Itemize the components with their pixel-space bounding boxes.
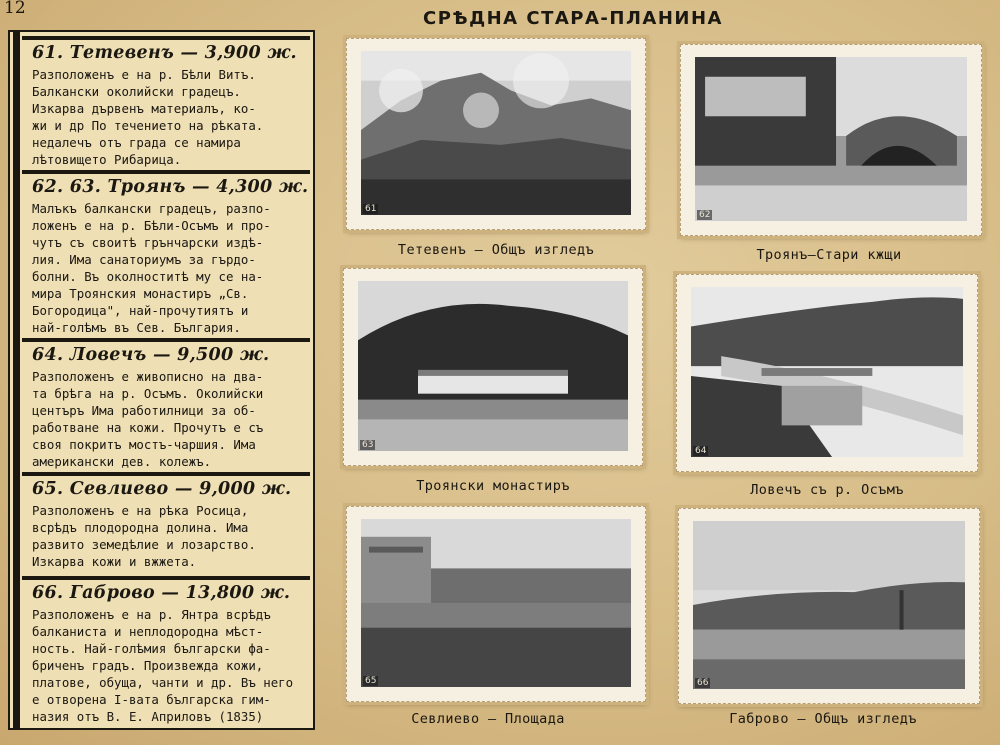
city-entry-sevlievo — [22, 472, 310, 576]
photo-caption: Габрово — Общъ изгледъ — [729, 711, 917, 727]
city-title: 65. Севлиево — 9,000 ж. — [32, 479, 292, 499]
photo-teteven-view — [361, 51, 631, 215]
photo-number: 63 — [362, 440, 374, 450]
photo-caption: Троянски монастиръ — [416, 478, 570, 494]
photo-lovech-river — [691, 287, 963, 457]
photo-card-63 — [343, 268, 643, 466]
photo-card-65 — [346, 506, 646, 702]
photo-caption: Тетевенъ — Общъ изгледъ — [397, 242, 595, 258]
photo-number: 65 — [365, 676, 377, 686]
photo-troyan-monastery — [358, 281, 628, 451]
photo-troyan-old-houses — [695, 57, 967, 221]
photo-caption: Ловечъ съ р. Осъмъ — [750, 482, 904, 498]
city-entry-troyan — [22, 170, 310, 338]
photo-caption: Троянъ—Стари кжщи — [756, 247, 902, 263]
photo-sevlievo-square — [361, 519, 631, 687]
city-description: Малъкъ балкански градецъ, разпо- ложенъ е на р. Бѣли-Осъмъ и про- чутъ съ своитѣ грънчарски издѣ- лия. Има санаториумъ за гърдо- болни. Въ околноститѣ му се на- мира Троянския монастиръ „Св. Богородица", най-прочутиятъ и най-голѣмъ въ Сев. България. — [32, 201, 271, 335]
panel-spine-bar — [13, 32, 20, 728]
photo-number: 66 — [697, 678, 709, 688]
city-title: 61. Тетевенъ — 3,900 ж. — [32, 43, 297, 63]
page-number: 12 — [4, 0, 26, 18]
city-description: Разположенъ е на р. Бѣли Витъ. Балкански околийски градецъ. Изкарва дървенъ материалъ, ко- жи и др По течението на рѣката. недалечъ отъ града се намира лѣтовището Рибарица. — [32, 67, 264, 167]
photo-card-62 — [680, 44, 982, 236]
city-title: 64. Ловечъ — 9,500 ж. — [32, 345, 270, 365]
city-description: Разположенъ е живописно на два- та брѣга на р. Осъмъ. Околийски центъръ Има работилници за об- работване на кожи. Прочутъ е съ своя покритъ мостъ-чаршия. Има американски дев. колежъ. — [32, 369, 264, 469]
photo-card-66 — [678, 508, 980, 704]
city-entry-lovech — [22, 338, 310, 472]
city-entry-teteven — [22, 36, 310, 170]
photo-caption: Севлиево — Площада — [411, 711, 565, 727]
photo-number: 61 — [365, 204, 377, 214]
photo-number: 62 — [699, 210, 711, 220]
photo-number: 64 — [695, 446, 707, 456]
city-description: Разположенъ е на р. Янтра всрѣдъ балканиста и неплодородна мѣст- ность. Най-голѣмия български фа- бриченъ градъ. Произвежда кожи, платове, обуща, чанти и др. Въ него е отворена I-вата българска гим- назия отъ В. Е. Априловъ (1835) — [32, 607, 294, 724]
photo-card-61 — [346, 38, 646, 230]
page-title: СРѢДНА СТАРА-ПЛАНИНА — [423, 8, 723, 29]
city-description: Разположенъ е на рѣка Росица, всрѣдъ плодородна долина. Има развито земедѣлие и лозарство. Изкарва кожи и вжжета. — [32, 503, 256, 569]
city-title: 66. Габрово — 13,800 ж. — [32, 583, 291, 603]
city-descriptions-panel — [8, 30, 315, 730]
city-title: 62. 63. Троянъ — 4,300 ж. — [32, 177, 309, 197]
photo-card-64 — [676, 274, 978, 472]
photo-gabrovo-view — [693, 521, 965, 689]
city-entry-gabrovo — [22, 576, 310, 726]
